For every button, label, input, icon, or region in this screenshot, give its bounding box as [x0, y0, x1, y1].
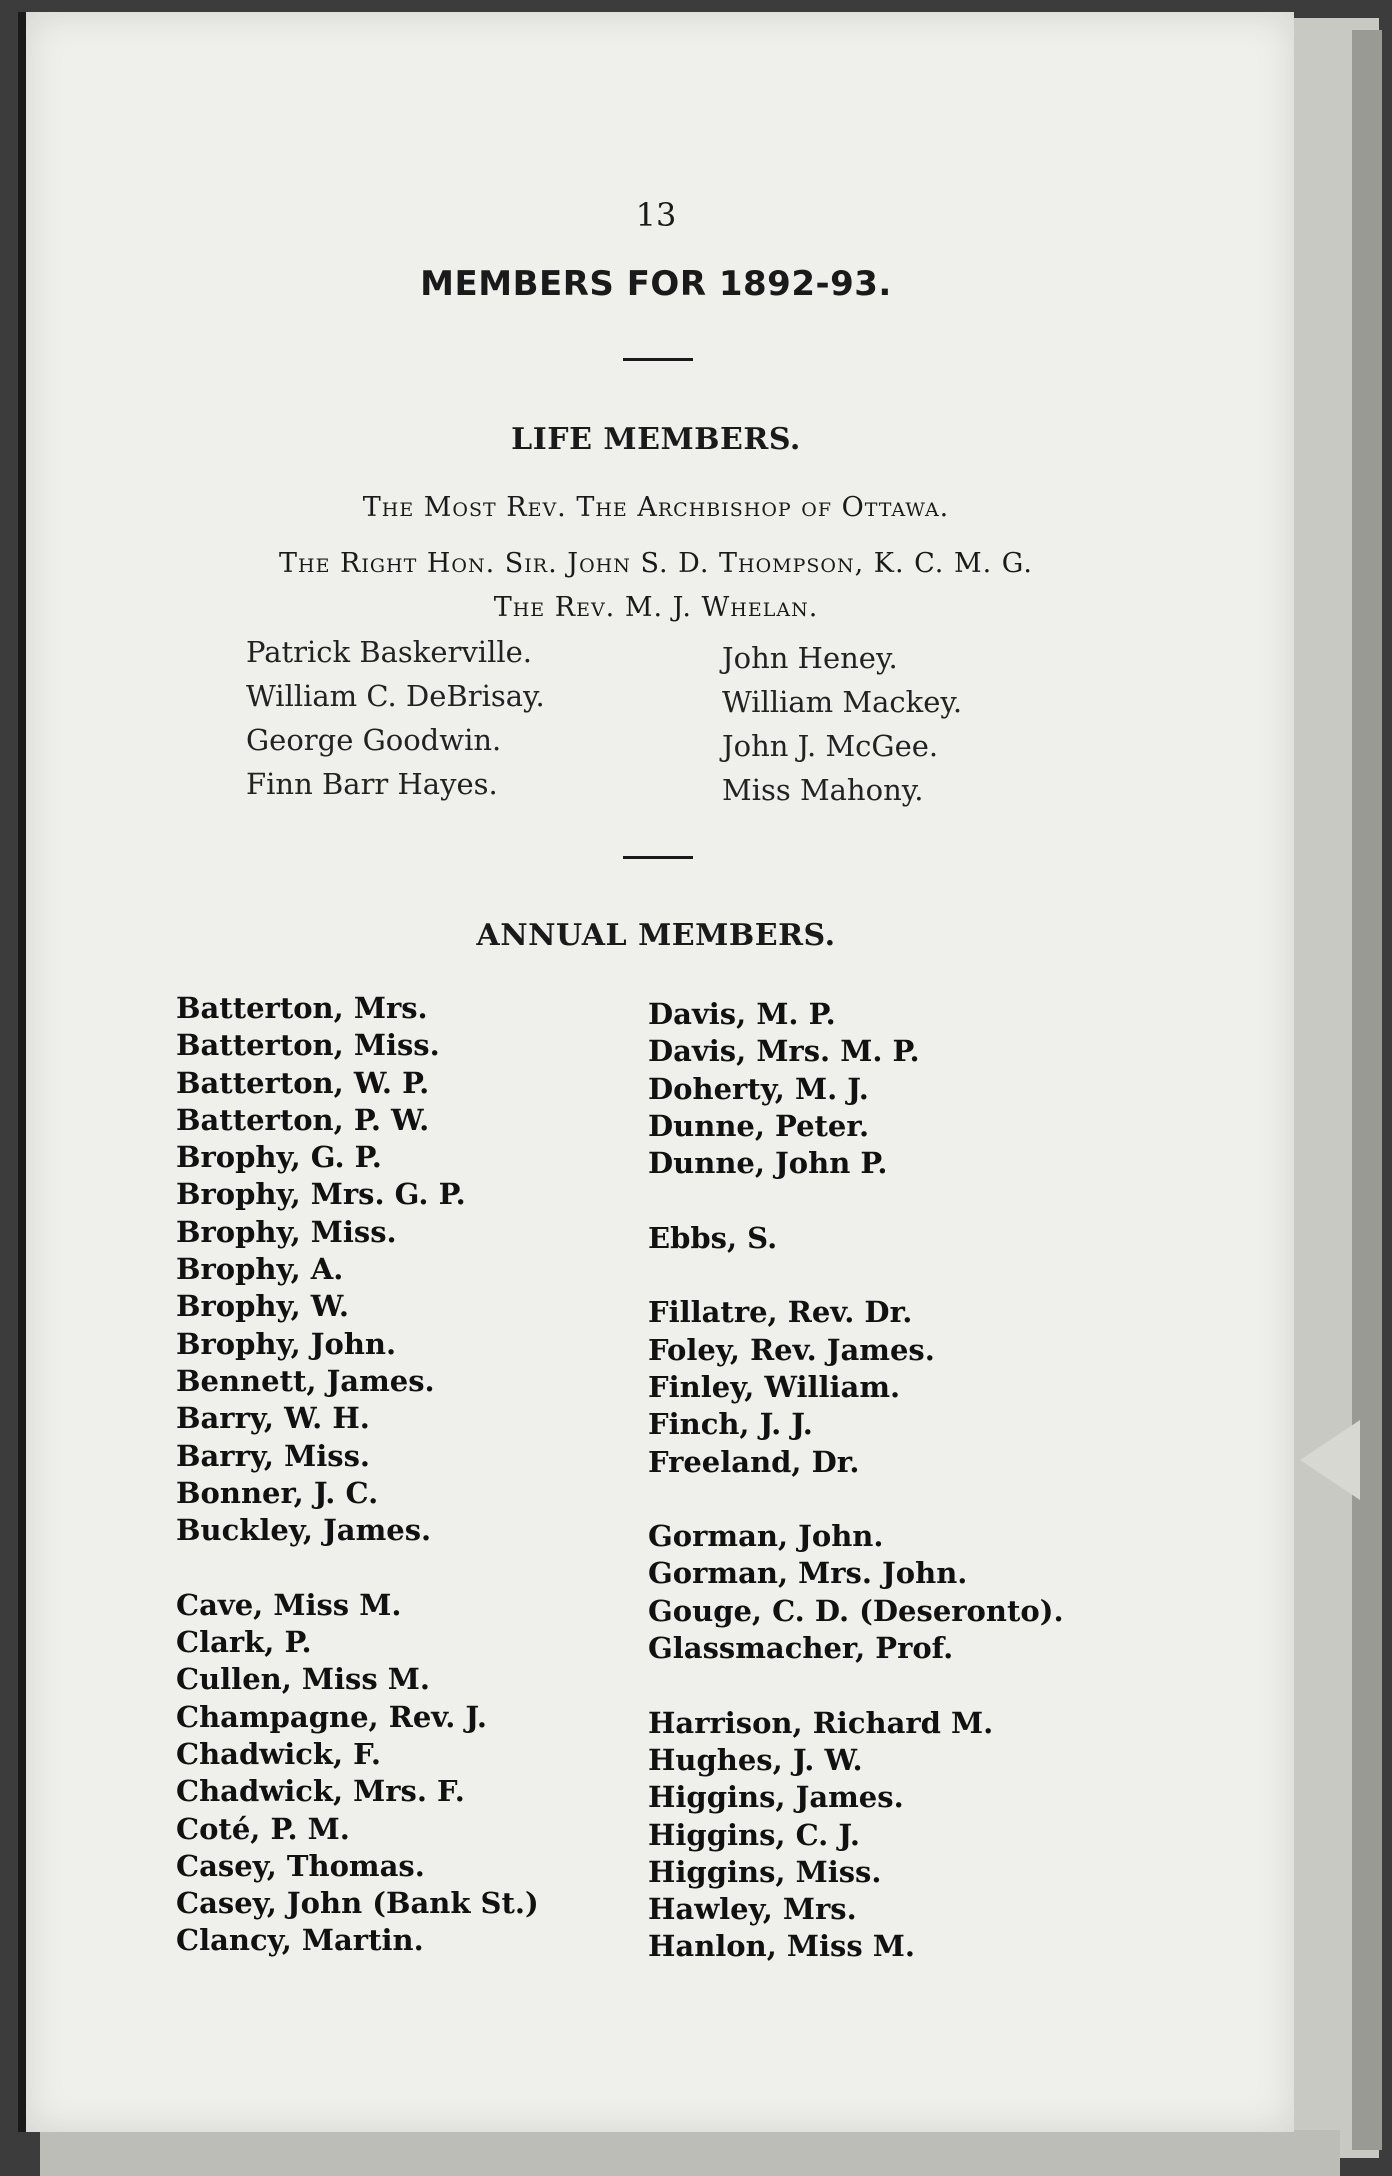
list-item: Davis, Mrs. M. P.: [648, 1034, 920, 1069]
list-item: Harrison, Richard M.: [648, 1705, 994, 1740]
list-item: Ebbs, S.: [648, 1220, 778, 1255]
list-item: Doherty, M. J.: [648, 1071, 869, 1106]
list-item: Dunne, John P.: [648, 1146, 888, 1181]
list-spacer: [648, 1481, 1064, 1518]
list-item: John J. McGee.: [722, 729, 939, 763]
page-tab-corner: [1300, 1420, 1360, 1500]
annual-members-heading: ANNUAL MEMBERS.: [476, 918, 836, 953]
list-item: Higgins, C. J.: [648, 1817, 860, 1852]
divider-rule-middle: [623, 856, 693, 859]
list-item: Brophy, John.: [176, 1326, 397, 1361]
bottom-page-strip: [40, 2130, 1340, 2176]
list-spacer: [176, 1549, 539, 1586]
life-members-right-column: [722, 636, 962, 812]
list-item: Batterton, P. W.: [176, 1102, 430, 1137]
list-item: Clancy, Martin.: [176, 1923, 424, 1958]
list-item: Glassmacher, Prof.: [648, 1631, 954, 1666]
list-item: Finn Barr Hayes.: [246, 767, 498, 801]
list-item: Finch, J. J.: [648, 1407, 813, 1442]
list-item: Brophy, Miss.: [176, 1214, 397, 1249]
list-item: Hanlon, Miss M.: [648, 1929, 915, 1964]
list-item: Foley, Rev. James.: [648, 1332, 935, 1367]
list-item: Coté, P. M.: [176, 1811, 350, 1846]
list-item: Barry, Miss.: [176, 1438, 370, 1473]
page-title: MEMBERS FOR 1892-93.: [420, 264, 892, 304]
list-spacer: [648, 1257, 1064, 1294]
list-item: Casey, John (Bank St.): [176, 1886, 539, 1921]
document-page: [18, 12, 1294, 2132]
list-item: Brophy, A.: [176, 1252, 344, 1287]
list-item: Chadwick, F.: [176, 1736, 381, 1771]
list-item: Batterton, Mrs.: [176, 991, 428, 1025]
list-item: Freeland, Dr.: [648, 1444, 860, 1479]
page-number: 13: [635, 196, 677, 234]
annual-members-right-column: [648, 996, 1064, 1966]
list-item: Casey, Thomas.: [176, 1848, 425, 1883]
list-item: Cave, Miss M.: [176, 1587, 402, 1622]
list-item: John Heney.: [722, 641, 898, 675]
dignitary-archbishop: The Most Rev. The Archbishop of Ottawa.: [362, 492, 950, 523]
list-item: Brophy, G. P.: [176, 1140, 382, 1175]
list-item: Miss Mahony.: [722, 773, 924, 807]
dignitary-thompson: The Right Hon. Sir. John S. D. Thompson, K. C. M. G.: [279, 548, 1033, 579]
list-item: Higgins, Miss.: [648, 1854, 882, 1889]
list-item: Chadwick, Mrs. F.: [176, 1774, 465, 1809]
list-item: Bennett, James.: [176, 1363, 435, 1398]
list-item: Dunne, Peter.: [648, 1108, 870, 1143]
list-item: Higgins, James.: [648, 1780, 904, 1815]
list-item: Gorman, John.: [648, 1519, 884, 1554]
back-cover-edge: [1352, 30, 1382, 2150]
list-item: George Goodwin.: [246, 723, 502, 757]
list-item: Hughes, J. W.: [648, 1742, 863, 1777]
list-item: Bonner, J. C.: [176, 1475, 379, 1510]
life-members-left-column: [246, 630, 545, 806]
list-item: Champagne, Rev. J.: [176, 1699, 487, 1734]
life-members-heading: LIFE MEMBERS.: [511, 422, 801, 457]
list-item: Gorman, Mrs. John.: [648, 1556, 968, 1591]
annual-members-left-column: [176, 990, 539, 1960]
list-item: Batterton, W. P.: [176, 1065, 430, 1100]
list-item: Cullen, Miss M.: [176, 1662, 430, 1697]
list-item: Barry, W. H.: [176, 1401, 370, 1436]
list-spacer: [648, 1667, 1064, 1704]
list-item: Hawley, Mrs.: [648, 1892, 857, 1927]
dignitary-whelan: The Rev. M. J. Whelan.: [493, 592, 819, 623]
list-item: Finley, William.: [648, 1369, 901, 1404]
list-item: Brophy, W.: [176, 1289, 349, 1324]
list-item: Buckley, James.: [176, 1513, 432, 1548]
list-item: Davis, M. P.: [648, 997, 836, 1031]
list-item: Patrick Baskerville.: [246, 635, 532, 669]
list-item: Clark, P.: [176, 1625, 312, 1660]
list-item: Brophy, Mrs. G. P.: [176, 1177, 466, 1212]
list-item: William Mackey.: [722, 685, 963, 719]
list-item: Gouge, C. D. (Deseronto).: [648, 1593, 1064, 1628]
list-item: William C. DeBrisay.: [246, 679, 545, 713]
list-item: Batterton, Miss.: [176, 1028, 440, 1063]
list-item: Fillatre, Rev. Dr.: [648, 1295, 913, 1330]
list-spacer: [648, 1182, 1064, 1219]
divider-rule-top: [623, 358, 693, 361]
